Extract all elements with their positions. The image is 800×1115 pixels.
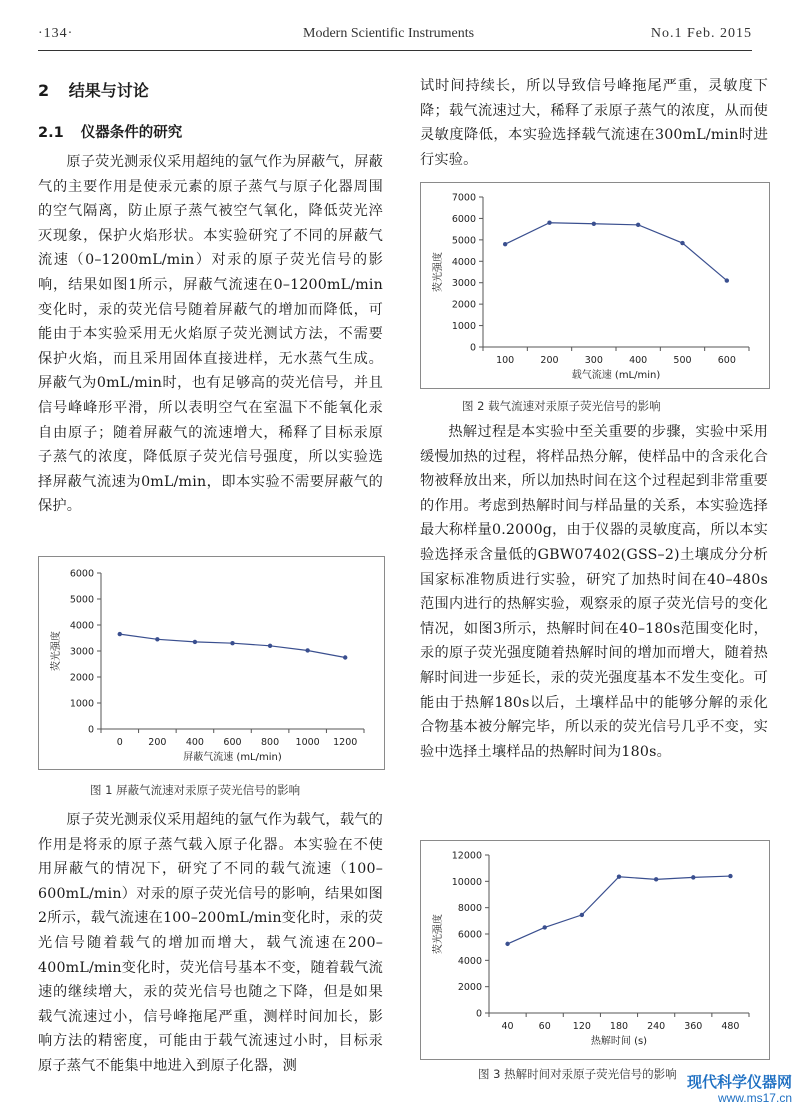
series-line [508,876,731,944]
y-tick-label: 2000 [457,982,482,994]
figure-3-chart [421,841,769,1059]
data-point [305,648,309,652]
section-heading [38,78,149,101]
y-tick-label: 5000 [451,235,476,247]
data-point [547,221,551,225]
watermark-name: 现代科学仪器网 [686,1073,792,1091]
figure-3 [420,840,770,1060]
data-point [155,637,159,641]
issue-info: No.1 Feb. 2015 [650,26,752,41]
x-tick-label: 240 [647,1021,666,1032]
y-tick-label: 4000 [457,955,482,967]
data-point [230,641,234,645]
data-point [654,877,658,881]
y-tick-label: 1000 [451,321,476,333]
x-tick-label: 480 [721,1021,740,1032]
x-tick-label: 1000 [295,737,320,748]
y-tick-label: 6000 [451,213,476,225]
data-point [592,222,596,226]
x-tick-label: 360 [684,1021,703,1032]
running-header [38,22,752,51]
section-number: 2 [38,81,50,100]
x-tick-label: 200 [540,355,559,366]
x-tick-label: 180 [609,1021,629,1032]
figure-1-chart [39,557,384,769]
x-tick-label: 100 [496,355,515,366]
data-point [691,875,695,879]
watermark-url: www.ms17.cn [717,1091,792,1105]
y-axis-label: 荧光强度 [51,631,62,671]
y-axis-label: 荧光强度 [433,914,444,954]
y-tick-label: 5000 [69,594,94,606]
x-tick-label: 600 [223,737,242,748]
data-point [343,655,347,659]
y-tick-label: 12000 [451,850,482,862]
x-tick-label: 600 [717,355,736,366]
y-tick-label: 0 [87,724,94,736]
y-tick-label: 2000 [69,672,94,684]
data-point [268,644,272,648]
x-axis-label: 热解时间 (s) [590,1036,648,1047]
y-tick-label: 0 [475,1008,482,1020]
figure-2-chart [421,183,769,388]
y-tick-label: 4000 [69,620,94,632]
x-tick-label: 120 [572,1021,591,1032]
paragraph-carrier-gas: 原子荧光测汞仪采用超纯的氩气作为载气，载气的作用是将汞的原子蒸气载入原子化器。本实验在不使用屏蔽气的情况下，研究了不同的载气流速（100–600mL/min）对汞的原子荧光信号的影响，结果如图2所示，载气流速在100–200mL/min变化时，汞的荧光信号随着载气的增加而增大，载气流速在200–400mL/min变化时，荧光信号基本不变，随着载气流速的继续增大，汞的荧光信号也随之下降，但是如果载气流速过小，信号峰拖尾严重，测样时间加长，影响方法的精密度，可能由于载气流速过小时，目标汞原子蒸气不能集中地进入到原子化器，测 [38,812,383,1074]
y-tick-label: 8000 [457,903,482,915]
subsection-number: 2.1 [38,125,64,141]
x-tick-label: 40 [501,1021,514,1032]
y-tick-label: 10000 [451,876,482,888]
y-tick-label: 1000 [69,698,94,710]
figure-3-caption: 图 3 热解时间对汞原子荧光信号的影响 [478,1067,677,1081]
figure-1-caption: 图 1 屏蔽气流速对汞原子荧光信号的影响 [90,783,301,797]
y-tick-label: 6000 [69,568,94,580]
subsection-title: 仪器条件的研究 [80,125,183,141]
x-tick-label: 400 [629,355,648,366]
x-axis-label: 屏蔽气流速 (mL/min) [183,752,282,763]
journal-name: Modern Scientific Instruments [303,26,475,41]
y-tick-label: 2000 [451,299,476,311]
x-tick-label: 400 [185,737,204,748]
site-watermark [682,1071,792,1109]
y-tick-label: 0 [469,342,476,354]
paragraph-shield-gas: 原子荧光测汞仪采用超纯的氩气作为屏蔽气，屏蔽气的主要作用是使汞元素的原子蒸气与原子化器周围的空气隔离，防止原子蒸气被空气氧化，降低荧光淬灭现象，保护火焰形状。本实验研究了不同的屏蔽气流速（0–1200mL/min）对汞的原子荧光信号的影响，结果如图1所示，屏蔽气流速在0–1200mL/min变化时，汞的荧光信号随着屏蔽气的增加而降低，可能由于本实验采用无火焰原子荧光测试方法，不需要保护火焰，而且采用固体直接进样，无水蒸气生成。屏蔽气为0mL/min时，也有足够高的荧光信号，并且信号峰峰形平滑，所以表明空气在室温下不能氧化汞自由原子；随着屏蔽气的流速增大，稀释了目标汞原子蒸气的浓度，降低原子荧光信号强度，所以实验选择屏蔽气流速为0mL/min，即本实验不需要屏蔽气的保护。 [38,154,383,515]
data-point [118,632,122,636]
y-tick-label: 7000 [451,192,476,204]
y-tick-label: 3000 [451,278,476,290]
x-tick-label: 200 [148,737,167,748]
data-point [680,241,684,245]
data-point [725,278,729,282]
series-line [505,223,727,281]
x-tick-label: 500 [673,355,692,366]
x-tick-label: 800 [261,737,280,748]
data-point [728,874,732,878]
section-title: 结果与讨论 [68,81,149,100]
y-tick-label: 3000 [69,646,94,658]
x-tick-label: 300 [584,355,603,366]
data-point [580,913,584,917]
paragraph-carrier-gas-cont: 试时间持续长，所以导致信号峰拖尾严重，灵敏度下降；载气流速过大，稀释了汞原子蒸气的浓度，从而使灵敏度降低，本实验选择载气流速在300mL/min时进行实验。 [420,78,768,168]
data-point [636,223,640,227]
figure-2 [420,182,770,389]
x-tick-label: 60 [538,1021,551,1032]
x-tick-label: 0 [116,737,123,748]
figure-2-caption: 图 2 载气流速对汞原子荧光信号的影响 [462,399,661,413]
y-axis-label: 荧光强度 [433,252,444,292]
y-tick-label: 4000 [451,256,476,268]
paragraph-pyrolysis: 热解过程是本实验中至关重要的步骤，实验中采用缓慢加热的过程，将样品热分解，使样品中的含汞化合物被释放出来，所以加热时间在这个过程起到非常重要的作用。考虑到热解时间与样品量的关系，本实验选择最大称样量0.2000g，由于仪器的灵敏度高，所以本实验选择汞含量低的GBW07402(GSS–2)土壤成分分析国家标准物质进行实验，研究了加热时间在40–480s范围内进行的热解实验，观察汞的原子荧光信号的变化情况，如图3所示，热解时间在40–180s范围变化时，汞的原子荧光强度随着热解时间的增加而增大，随着热解时间进一步延长，汞的荧光强度基本不发生变化。可能由于热解180s以后，土壤样品中的能够分解的汞化合物基本被分解完毕，所以汞的荧光信号几乎不变，实验中选择土壤样品的热解时间为180s。 [420,424,768,760]
y-tick-label: 6000 [457,929,482,941]
data-point [617,875,621,879]
series-line [120,634,345,657]
figure-1 [38,556,385,770]
subsection-heading [38,121,182,142]
x-axis-label: 载气流速 (mL/min) [571,370,661,381]
data-point [193,640,197,644]
page-number: ·134· [38,26,74,41]
data-point [505,942,509,946]
data-point [503,242,507,246]
x-tick-label: 1200 [333,737,358,748]
data-point [543,925,547,929]
